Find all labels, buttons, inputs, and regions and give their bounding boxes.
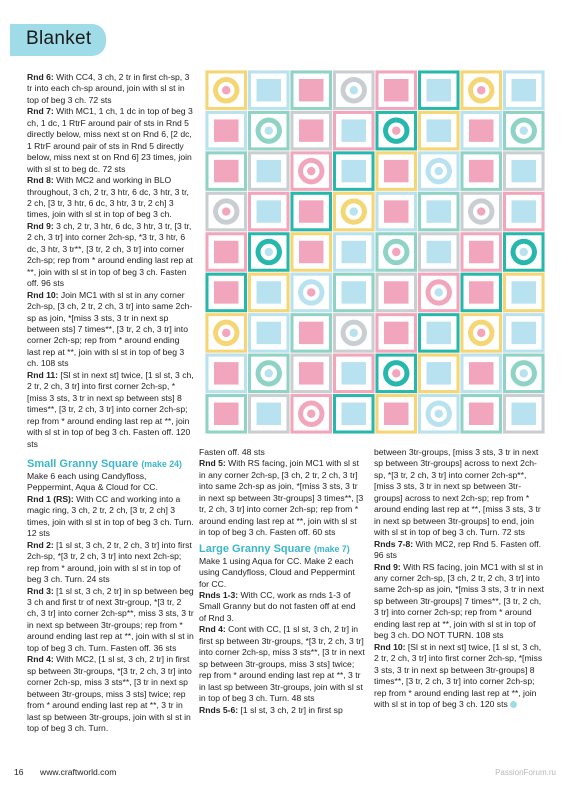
large-granny-round-text: Cont with CC, [1 sl st, 3 ch, 2 tr] in first sp between 3tr-groups, *[3 tr, 2 ch, 3 tr] into corner 2ch-sp, miss 3 sts**, [3 tr in next sp between 3tr-groups, miss 3 sts] twice; rep from * around ending last rep at **, 3 tr in last sp between 3tr-groups, join with sl st in top of beg 3 ch. Turn. 48 sts xyxy=(199,624,365,704)
small-granny-rows xyxy=(27,494,195,735)
pattern-round-text: With RS facing, join MC1 with sl st in any corner 2ch-sp, [3 ch, 2 tr, 2 ch, 3 tr] into same 2ch-sp as join, *[miss 3 sts, 3 tr in next sp between 3tr-groups] 3 times**, [3 tr, 2 ch, 3 tr] into corner 2ch-sp; rep from * around ending last rep at **, join with sl st in top of beg 3 ch. Fasten off. 60 sts xyxy=(199,458,364,538)
small-granny-round-text: With MC2, [1 sl st, 3 ch, 2 tr] in first sp between 3tr-groups, *[3 tr, 2 ch, 3 tr] into corner 2ch-sp, miss 3 sts**, [3 tr in next sp between 3tr-groups, miss 3 sts] twice; rep from * around ending last rep at **, 3 tr in last sp between 3tr-groups, join with sl st in top of beg 3 ch. Turn. xyxy=(27,654,192,733)
large-granny-round xyxy=(199,624,365,704)
watermark: PassionForum.ru xyxy=(495,768,556,777)
granny-square-centre xyxy=(427,79,452,101)
pattern-round xyxy=(27,72,195,106)
granny-square-centre xyxy=(257,281,282,303)
large-granny-round-text: [1 sl st, 3 ch, 2 tr] in first sp xyxy=(238,704,343,715)
granny-square-centre xyxy=(299,362,324,384)
granny-square-centre xyxy=(469,362,494,384)
granny-square-centre xyxy=(257,403,282,425)
granny-square-centre xyxy=(512,200,537,222)
granny-square-centre xyxy=(257,79,282,101)
granny-square-centre xyxy=(214,241,239,263)
granny-square-centre xyxy=(427,241,452,263)
granny-square-centre xyxy=(299,200,324,222)
pattern-round-label: Rnd 9: xyxy=(374,561,401,572)
granny-square-centre xyxy=(427,200,452,222)
pattern-round-text: With CC4, 3 ch, 2 tr in first ch-sp, 3 tr into each ch-sp around, join with sl st in top of beg 3 ch. 72 sts xyxy=(27,72,190,105)
blanket-illustration xyxy=(205,70,545,434)
pattern-round-text: Fasten off. 48 sts xyxy=(199,447,265,457)
granny-square-centre xyxy=(512,160,537,182)
granny-square-centre xyxy=(384,200,409,222)
granny-square-centre xyxy=(512,322,537,344)
granny-square-centre xyxy=(469,403,494,425)
pattern-round-label: Rnd 5: xyxy=(199,458,226,469)
granny-square-centre xyxy=(427,322,452,344)
granny-square-centre xyxy=(384,160,409,182)
pattern-round xyxy=(199,458,365,538)
column-2 xyxy=(199,447,365,716)
large-granny-intro: Make 1 using Aqua for CC. Make 2 each using Candyfloss, Cloud and Peppermint for CC. xyxy=(199,555,355,589)
pattern-round-text: 3 ch, 2 tr, 3 htr, 6 dc, 3 htr, 3 tr, [3 tr, 2 ch, 3 tr] into corner 2ch-sp, *3 tr, 3 htr, 6 dc, 3 htr, 3 tr**, [3 tr, 2 ch, 3 tr] into corner 2ch-sp; rep from * around ending last rep at **, join with sl st in top of beg 3 ch. Fasten off. 96 sts xyxy=(27,220,193,289)
large-granny-title: Large Granny Square xyxy=(199,542,311,555)
site-link[interactable]: www.craftworld.com xyxy=(40,767,117,777)
pattern-round-label: Rnd 7: xyxy=(27,106,54,117)
column-2-rows xyxy=(199,447,365,539)
small-granny-round xyxy=(27,586,195,655)
granny-circle-centre xyxy=(520,126,528,134)
granny-square-centre xyxy=(257,160,282,182)
granny-square-centre xyxy=(469,160,494,182)
granny-circle-centre xyxy=(392,126,400,134)
granny-circle-centre xyxy=(392,248,400,256)
large-granny-round xyxy=(199,705,365,716)
granny-square-centre xyxy=(342,281,367,303)
pattern-round-text: [Sl st in next st] twice, [1 sl st, 3 ch, 2 tr, 2 ch, 3 tr] into first corner 2ch-sp, *[miss 3 sts, 3 tr in next sp between 3tr-groups] 8 times**, [3 tr, 2 ch, 3 tr] into corner 2ch-sp; rep from * around ending last rep at **, join with sl st in top of beg 3 ch. 120 sts xyxy=(374,641,543,709)
granny-circle-centre xyxy=(307,410,315,418)
page-title: Blanket xyxy=(26,28,92,49)
page-number: 16 xyxy=(14,767,24,777)
pattern-round-label: Rnd 10: xyxy=(27,289,59,300)
granny-square-centre xyxy=(214,403,239,425)
small-granny-round-text: [1 sl st, 3 ch, 2 tr, 2 ch, 3 tr] into first 2ch-sp, *[3 tr, 2 ch, 3 tr] into next 2ch-sp; rep from * around, join with sl st in top of beg 3 ch. Turn. 24 sts xyxy=(27,539,192,585)
granny-square-centre xyxy=(427,119,452,141)
pattern-round xyxy=(374,539,546,562)
pattern-round-text: With MC1, 1 ch, 1 dc in top of beg 3 ch, 1 dc, 1 RtrF around pair of sts in Rnd 5 directly below, miss next st on Rnd 6, [2 dc, 1 RtrF around pair of sts in Rnd 5 directly below, miss next st on Rnd 6] 23 times, join with sl st to beg dc. 72 sts xyxy=(27,106,193,174)
granny-circle-centre xyxy=(477,329,485,337)
small-granny-round-label: Rnd 4: xyxy=(27,654,54,665)
large-granny-round-text: With CC, work as rnds 1-3 of Small Granny but do not fasten off at end of Rnd 3. xyxy=(199,589,356,623)
granny-square-centre xyxy=(512,79,537,101)
pattern-round xyxy=(27,175,195,221)
granny-circle-centre xyxy=(265,248,273,256)
granny-circle-centre xyxy=(435,410,443,418)
large-granny-round xyxy=(199,590,365,624)
granny-square-centre xyxy=(214,160,239,182)
granny-square-centre xyxy=(299,322,324,344)
granny-square-centre xyxy=(342,119,367,141)
small-granny-title: Small Granny Square xyxy=(27,458,139,470)
small-granny-round-label: Rnd 1 (RS): xyxy=(27,493,74,504)
granny-square-centre xyxy=(342,241,367,263)
pattern-round-label: Rnd 11: xyxy=(27,369,59,380)
pattern-round-text: [Sl st in next st] twice, [1 sl st, 3 ch, 2 tr, 2 ch, 3 tr] into first corner 2ch-sp, *[miss 3 sts, 3 tr in next sp between sts] 8 times**, [3 tr, 2 ch, 3 tr] into corner 2ch-sp; rep from * around ending last rep at **, join with sl st in top of beg 3 ch. Fasten off. 120 sts xyxy=(27,369,194,449)
granny-square-centre xyxy=(214,362,239,384)
granny-circle-centre xyxy=(520,369,528,377)
granny-circle-centre xyxy=(222,86,230,94)
granny-square-centre xyxy=(384,281,409,303)
small-granny-round xyxy=(27,540,195,586)
granny-circle-centre xyxy=(350,86,358,94)
granny-circle-centre xyxy=(350,329,358,337)
granny-circle-centre xyxy=(435,167,443,175)
granny-circle-centre xyxy=(222,329,230,337)
pattern-round-label: Rnds 7-8: xyxy=(374,538,414,549)
small-granny-count: (make 24) xyxy=(141,459,182,469)
pattern-round-text: With MC2 and working in BLO throughout, 3 ch, 2 tr, 3 htr, 6 dc, 3 htr, 3 tr, 2 ch, [3 tr, 3 htr, 6 dc, 3 htr, 3 tr, 2 ch] 3 times, join with sl st in top of beg 3 ch. xyxy=(27,175,189,220)
granny-square-centre xyxy=(299,79,324,101)
granny-square-centre xyxy=(469,119,494,141)
granny-circle-centre xyxy=(477,86,485,94)
small-granny-heading xyxy=(27,458,195,471)
pattern-round xyxy=(374,562,546,642)
granny-square-centre xyxy=(342,160,367,182)
large-granny-round-label: Rnds 1-3: xyxy=(199,589,239,600)
pattern-round xyxy=(27,221,195,290)
granny-square-centre xyxy=(299,241,324,263)
granny-square-centre xyxy=(299,119,324,141)
pattern-round-text: With RS facing, join MC1 with sl st in any corner 2ch-sp, [3 ch, 2 tr, 2 ch, 3 tr] into same 2ch-sp as join, *[miss 3 sts, 3 tr in next sp between 3tr-groups] 7 times**, [3 tr, 2 ch, 3 tr] into corner 2ch-sp; rep from * around ending last rep at **, join with sl st in top of beg 3 ch. DO NOT TURN. 108 sts xyxy=(374,561,545,641)
granny-square-centre xyxy=(384,322,409,344)
pattern-round xyxy=(27,106,195,175)
pattern-round-label: Rnd 8: xyxy=(27,175,54,186)
granny-circle-centre xyxy=(265,369,273,377)
granny-square-centre xyxy=(342,362,367,384)
granny-circle-centre xyxy=(477,207,485,215)
pattern-round-label: Rnd 6: xyxy=(27,72,54,82)
granny-square-centre xyxy=(427,362,452,384)
small-granny-round-label: Rnd 3: xyxy=(27,585,54,596)
granny-circle-centre xyxy=(222,207,230,215)
pattern-round-text: With MC2, rep Rnd 5. Fasten off. 96 sts xyxy=(374,538,542,561)
granny-square-centre xyxy=(342,403,367,425)
granny-square-centre xyxy=(214,119,239,141)
granny-circle-centre xyxy=(520,248,528,256)
blanket-photo xyxy=(205,70,545,434)
pattern-round-label: Rnd 10: xyxy=(374,641,406,652)
pattern-round xyxy=(374,642,546,711)
granny-circle-centre xyxy=(435,288,443,296)
small-granny-round-text: [1 sl st, 3 ch, 2 tr] in sp between beg 3 ch and first tr of next 3tr-group, *[3 tr, 2 ch, 3 tr] into corner 2ch-sp**, miss 3 sts, 3 tr in next sp between 3tr-groups; rep from * around ending last rep at **, join with sl st in top of beg 3 ch. Turn. Fasten off. 36 sts xyxy=(27,585,194,653)
granny-square-centre xyxy=(512,403,537,425)
small-granny-round-text: With CC and working into a magic ring, 3 ch, 2 tr, 2 ch, [3 tr, 2 ch] 3 times, join with sl st in top of beg 3 ch. Turn. 12 sts xyxy=(27,493,194,539)
granny-square-centre xyxy=(384,79,409,101)
granny-circle-centre xyxy=(392,369,400,377)
pattern-round xyxy=(199,447,365,458)
column-1 xyxy=(27,72,195,450)
pattern-round-label: Rnd 9: xyxy=(27,220,54,231)
granny-square-centre xyxy=(257,322,282,344)
small-granny-intro: Make 6 each using Candyfloss, Peppermint, Aqua & Cloud for CC. xyxy=(27,471,158,493)
large-granny-round-label: Rnd 4: xyxy=(199,624,226,635)
granny-square-centre xyxy=(257,200,282,222)
granny-square-centre xyxy=(384,403,409,425)
granny-circle-centre xyxy=(350,207,358,215)
granny-square-centre xyxy=(469,241,494,263)
pattern-round-text: between 3tr-groups, [miss 3 sts, 3 tr in next sp between 3tr-groups] across to next 2ch-sp, *[3 tr, 2 ch, 3 tr] into corner 2ch-sp**, [miss 3 sts, 3 tr in next sp between 3tr-groups] across to next 2ch-sp; rep from * around ending last rep at **, [miss 3 sts, 3 tr in next sp between 3tr-groups] to end, join with sl st in top of beg 3 ch. Turn. 72 sts xyxy=(374,447,541,538)
large-granny-round-label: Rnds 5-6: xyxy=(199,704,239,715)
granny-square-centre xyxy=(469,281,494,303)
pattern-round xyxy=(27,290,195,370)
small-granny-round xyxy=(27,494,195,540)
granny-circle-centre xyxy=(307,167,315,175)
pattern-round-text: Join MC1 with sl st in any corner 2ch-sp, [3 ch, 2 tr, 2 ch, 3 tr] into same 2ch-sp as join, *[miss 3 sts, 3 tr in next sp between sts] 7 times**, [3 tr, 2 ch, 3 tr] into corner 2ch-sp; rep from * around ending last rep at **, join with sl st in top of beg 3 ch. 108 sts xyxy=(27,289,193,369)
large-granny-count: (make 7) xyxy=(313,543,350,554)
column-3 xyxy=(374,447,546,710)
end-dot-icon xyxy=(510,701,517,708)
large-granny-rows xyxy=(199,590,365,716)
small-granny-round xyxy=(27,654,195,734)
small-granny-section xyxy=(27,458,195,734)
column-3-rows xyxy=(374,447,546,710)
granny-square-centre xyxy=(214,281,239,303)
granny-circle-centre xyxy=(307,288,315,296)
granny-circle-centre xyxy=(265,126,273,134)
granny-square-centre xyxy=(512,281,537,303)
pattern-round xyxy=(374,447,546,539)
small-granny-round-label: Rnd 2: xyxy=(27,539,54,550)
large-granny-heading xyxy=(199,543,365,556)
pattern-round xyxy=(27,370,195,450)
